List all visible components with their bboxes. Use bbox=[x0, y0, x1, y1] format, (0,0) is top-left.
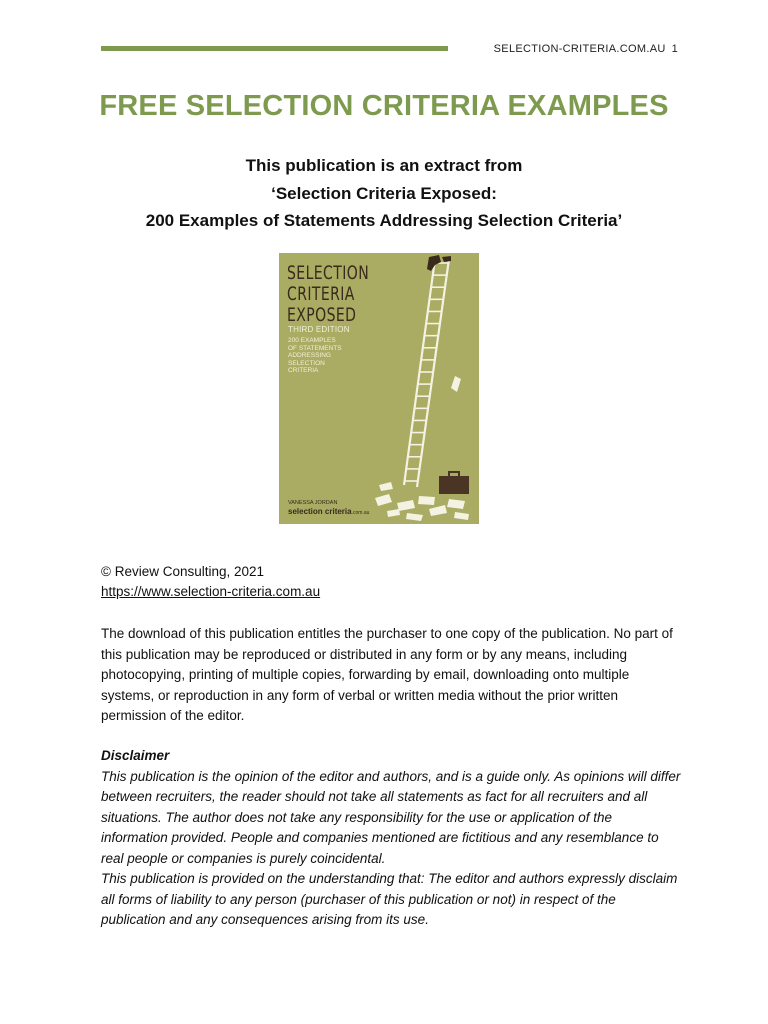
disclaimer-heading: Disclaimer bbox=[101, 748, 170, 763]
cover-edition: THIRD EDITION bbox=[288, 325, 350, 334]
running-header bbox=[494, 43, 678, 55]
header-site-name: SELECTION-CRITERIA.COM.AU bbox=[493, 43, 666, 55]
cover-brand-suffix: .com.au bbox=[351, 510, 370, 516]
cover-title: SELECTION CRITERIA EXPOSED bbox=[287, 262, 370, 326]
page-number: 1 bbox=[671, 43, 678, 55]
cover-author: VANESSA JORDAN bbox=[288, 500, 338, 506]
disclaimer-paragraph-2: This publication is provided on the understanding that: The editor and authors expressly disclaim all forms of liability to any person (purchaser of this publication or not) in respect of the publication and any consequences arising from its use. bbox=[101, 871, 678, 927]
book-cover-image bbox=[279, 253, 479, 524]
cover-brand-name: selection criteria bbox=[288, 507, 352, 516]
cover-brand bbox=[288, 507, 369, 516]
website-link[interactable]: https://www.selection-criteria.com.au bbox=[101, 583, 321, 599]
copyright-line: © Review Consulting, 2021 bbox=[101, 564, 265, 579]
copyright-block bbox=[101, 562, 320, 601]
disclaimer-block bbox=[101, 746, 681, 931]
disclaimer-paragraph-1: This publication is the opinion of the editor and authors, and is a guide only. As opinions will differ between recruiters, the reader should not take all statements as fact for all recruiters and all situations. The author does not take any responsibility for the use or application of the information provided. People and companies mentioned are fictitious and any resemblance to real people or companies is purely coincidental. bbox=[101, 768, 681, 866]
subtitle-line-3: 200 Examples of Statements Addressing Selection Criteria’ bbox=[145, 211, 623, 230]
page-title: FREE SELECTION CRITERIA EXAMPLES bbox=[99, 90, 669, 122]
header-rule bbox=[101, 46, 448, 51]
cover-subtitle: 200 EXAMPLES OF STATEMENTS ADDRESSING SELECTION CRITERIA bbox=[288, 337, 342, 374]
publication-subtitle bbox=[0, 152, 768, 235]
subtitle-line-1: This publication is an extract from bbox=[245, 156, 523, 175]
subtitle-line-2: ‘Selection Criteria Exposed: bbox=[271, 183, 497, 203]
license-paragraph: The download of this publication entitles the purchaser to one copy of the publication. No part of this publication may be reproduced or distributed in any form or by any means, including photocopying, printing of multiple copies, forwarding by email, downloading onto multiple systems, or reproduction in any form of verbal or written media without the prior written permission of the editor. bbox=[101, 626, 673, 723]
